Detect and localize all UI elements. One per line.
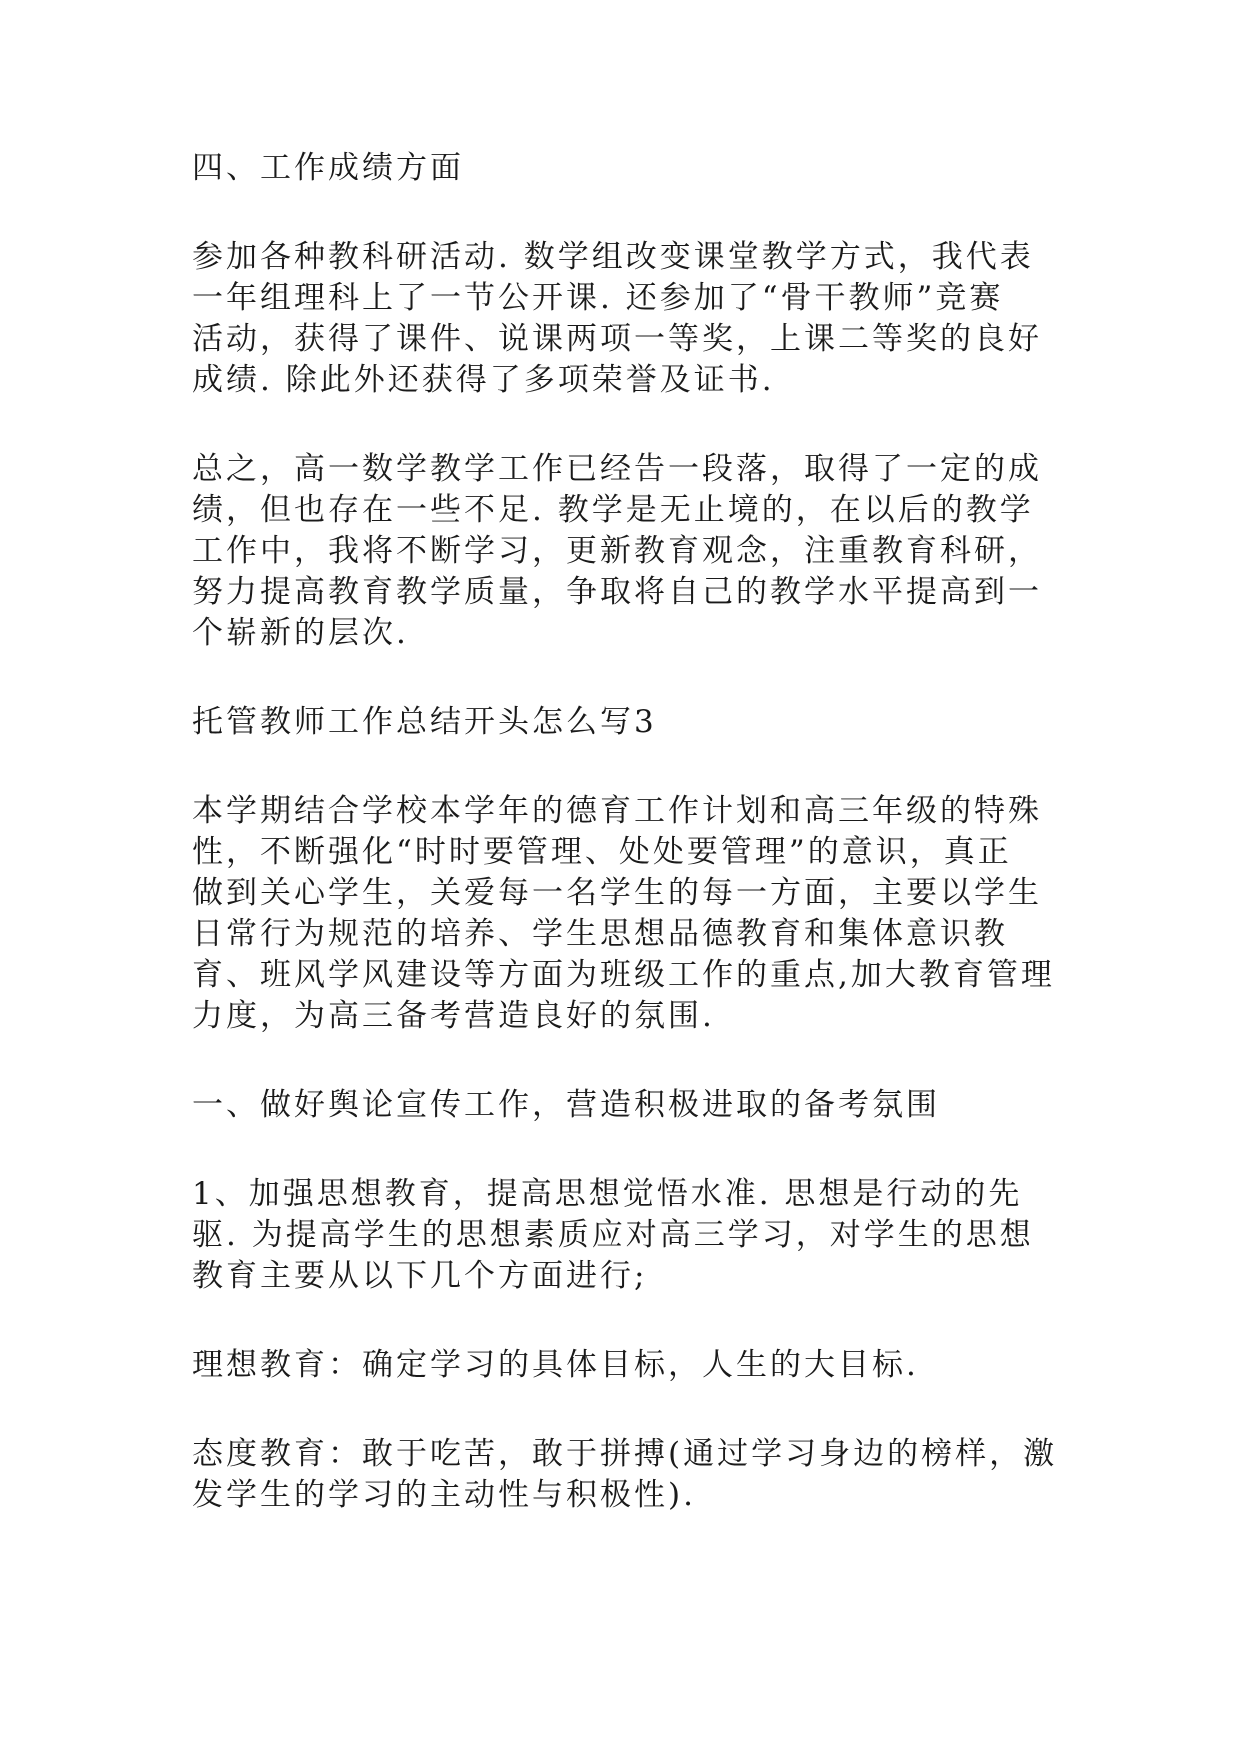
paragraph-summary <box>192 449 1052 654</box>
paragraph-ideal-education <box>192 1345 1052 1386</box>
text-line: 1、加强思想教育，提高思想觉悟水准. 思想是行动的先 <box>192 1176 1023 1212</box>
section-heading-work-achievements <box>192 148 1052 189</box>
text-line: 做到关心学生，关爱每一名学生的每一方面，主要以学生 <box>192 875 1042 911</box>
paragraph-intro <box>192 791 1055 1037</box>
text-line: 育、班风学风建设等方面为班级工作的重点,加大教育管理 <box>192 957 1055 993</box>
text-line: 绩，但也存在一些不足. 教学是无止境的，在以后的教学 <box>192 492 1034 528</box>
paragraph-attitude-education <box>192 1434 1058 1516</box>
text-line: 教育主要从以下几个方面进行; <box>192 1258 648 1294</box>
text-line: 驱. 为提高学生的思想素质应对高三学习，对学生的思想 <box>192 1217 1034 1253</box>
text-line: 一年组理科上了一节公开课. 还参加了“骨干教师”竞赛 <box>192 280 1004 316</box>
text-line: 个崭新的层次. <box>192 615 409 651</box>
section-heading-publicity <box>192 1085 1052 1126</box>
text-line: 工作中，我将不断学习，更新教育观念，注重教育科研， <box>192 533 1042 569</box>
article-title-3 <box>192 702 1052 743</box>
text-line: 力度，为高三备考营造良好的氛围. <box>192 998 715 1034</box>
text-line: 成绩. 除此外还获得了多项荣誉及证书. <box>192 362 775 398</box>
text-line: 理想教育：确定学习的具体目标，人生的大目标. <box>192 1347 919 1383</box>
text-line: 本学期结合学校本学年的德育工作计划和高三年级的特殊 <box>192 793 1042 829</box>
text-line: 努力提高教育教学质量，争取将自己的教学水平提高到一 <box>192 574 1042 610</box>
text-line: 活动，获得了课件、说课两项一等奖，上课二等奖的良好 <box>192 321 1042 357</box>
text-line: 参加各种教科研活动. 数学组改变课堂教学方式，我代表 <box>192 239 1034 275</box>
text-line: 日常行为规范的培养、学生思想品德教育和集体意识教 <box>192 916 1008 952</box>
paragraph-point-1 <box>192 1174 1052 1297</box>
text-line: 托管教师工作总结开头怎么写3 <box>192 704 657 740</box>
document-body <box>192 148 1058 1516</box>
text-line: 总之，高一数学教学工作已经告一段落，取得了一定的成 <box>192 451 1042 487</box>
text-line: 一、做好舆论宣传工作，营造积极进取的备考氛围 <box>192 1087 940 1123</box>
text-line: 发学生的学习的主动性与积极性). <box>192 1477 696 1513</box>
text-line: 态度教育：敢于吃苦，敢于拼搏(通过学习身边的榜样，激 <box>192 1436 1058 1472</box>
text-line: 四、工作成绩方面 <box>192 150 464 186</box>
paragraph-achievements <box>192 237 1052 401</box>
text-line: 性，不断强化“时时要管理、处处要管理”的意识，真正 <box>192 834 1012 870</box>
